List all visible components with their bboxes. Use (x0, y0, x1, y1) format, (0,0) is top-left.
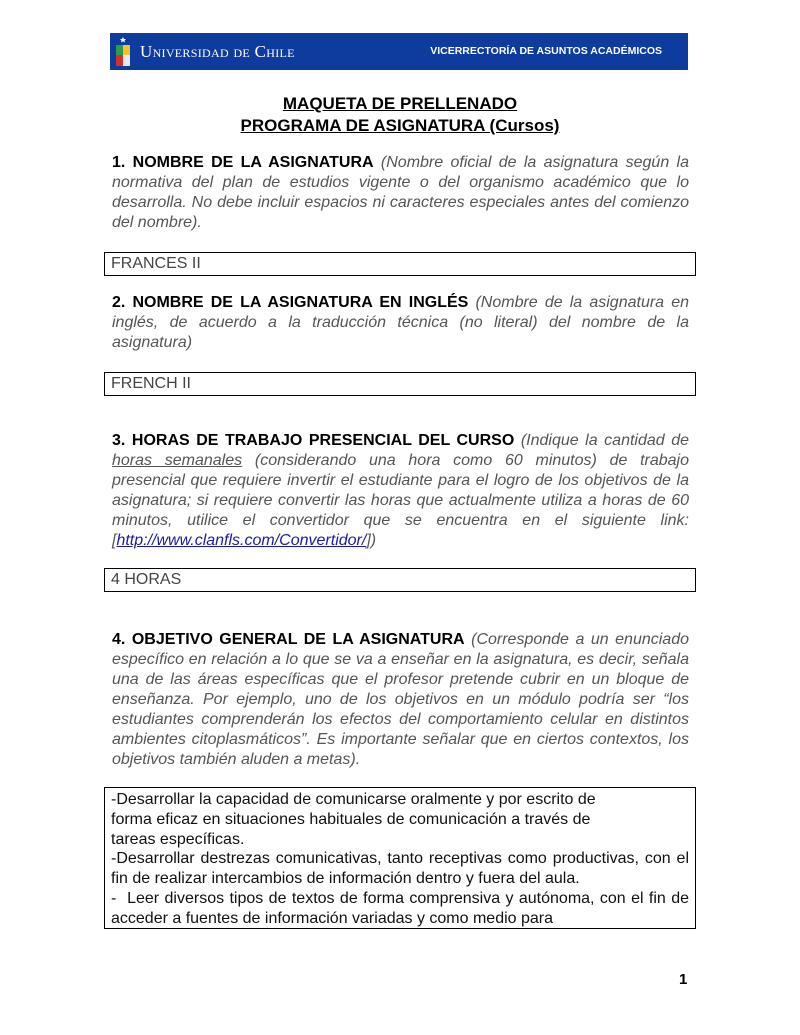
section-3-heading: 3. HORAS DE TRABAJO PRESENCIAL DEL CURSO (112, 432, 515, 449)
converter-link[interactable]: http://www.clanfls.com/Convertidor/ (116, 532, 367, 549)
section-3-hint-a: (Indique la cantidad de (520, 432, 689, 449)
objective-line: forma eficaz en situaciones habituales de comunicación a través de (111, 810, 591, 828)
section-1-hint: (Nombre oficial de la asignatura según la normativa del plan de estudios vigente o del organismo académico que lo desarrolla. No debe incluir espacios ni caracteres especiales antes del comienzo del nombre). (112, 154, 690, 231)
university-name: Universidad de Chile (140, 42, 295, 61)
section-3-hint-underlined: horas semanales (112, 452, 243, 469)
section-2-heading: 2. NOMBRE DE LA ASIGNATURA EN INGLÉS (112, 294, 469, 311)
page-number: 1 (679, 971, 688, 988)
objective-line: -Desarrollar destrezas comunicativas, tanto receptivas como productivas, con el fin de realizar intercambios de información dentro y fuera del aula. (111, 850, 689, 888)
header-banner (110, 33, 688, 70)
section-1-description (112, 153, 689, 233)
section-3-hint-c: ]) (366, 532, 377, 549)
general-objective-field[interactable] (104, 787, 696, 929)
section-3-hint-b: (considerando una hora como 60 minutos) de trabajo presencial que requiere invertir el estudiante para el logro de los objetivos de la asignatura; si requiere convertir las horas que actualmente utiliza a horas de 60 minutos, utilice el convertidor que se encuentra en el siguiente link: [ (112, 452, 690, 549)
weekly-hours-field[interactable]: 4 HORAS (104, 568, 696, 592)
objective-line: - Leer diversos tipos de textos de forma comprensiva y autónoma, con el fin de acceder a fuentes de información variadas y como medio para (111, 889, 694, 927)
section-4-description (112, 630, 689, 770)
document-title-line1: MAQUETA DE PRELLENADO (282, 94, 518, 113)
objective-line: -Desarrollar la capacidad de comunicarse oralmente y por escrito de (111, 791, 596, 808)
section-1-heading: 1. NOMBRE DE LA ASIGNATURA (112, 154, 374, 171)
section-3-description (112, 431, 689, 551)
section-4-hint: (Corresponde a un enunciado específico en relación a lo que se va a enseñar en la asignatura, es decir, señala una de las áreas específicas que el profesor pretende cubrir en un bloque de enseñanza. Por ejemplo, uno de los objetivos en un módulo podría ser “los estudiantes comprenderán los efectos del comportamiento celular en distintos ambientes citoplasmáticos”. Es importante señalar que en ciertos contextos, los objetivos también aluden a metas). (112, 631, 690, 768)
section-4-heading: 4. OBJETIVO GENERAL DE LA ASIGNATURA (112, 631, 465, 648)
objective-line: tareas específicas. (111, 830, 245, 848)
english-course-name-field[interactable]: FRENCH II (104, 372, 696, 396)
course-name-field[interactable]: FRANCES II (104, 252, 696, 276)
section-2-hint: (Nombre de la asignatura en inglés, de acuerdo a la traducción técnica (no literal) del nombre de la asignatura) (112, 294, 689, 351)
office-name: VICERRECTORÍA DE ASUNTOS ACADÉMICOS (430, 45, 662, 57)
section-2-description (112, 293, 689, 353)
university-crest-icon (116, 37, 130, 67)
document-title-line2: PROGRAMA DE ASIGNATURA (Cursos) (240, 116, 560, 135)
